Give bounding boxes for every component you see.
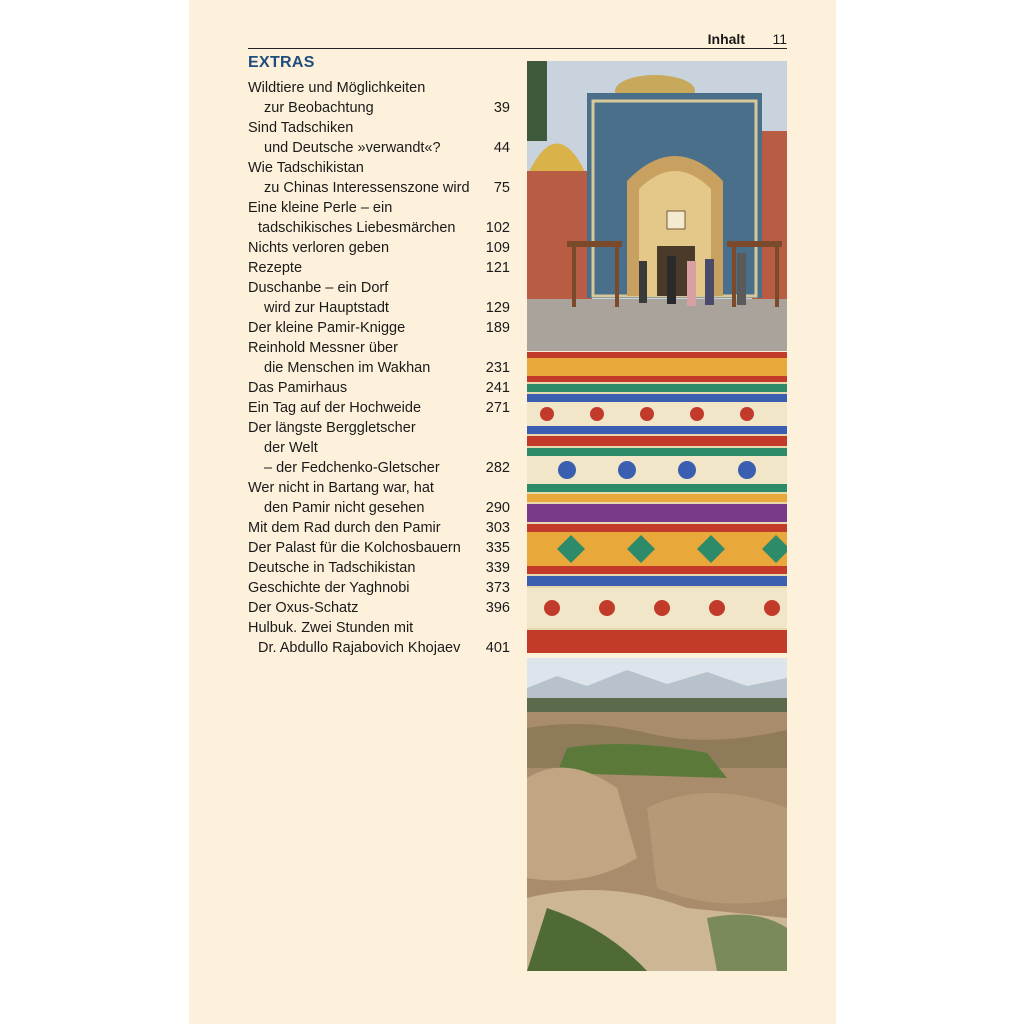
toc-entry (248, 278, 510, 298)
toc-entry (248, 558, 510, 578)
toc-entry-text: Wildtiere und Möglichkeiten (248, 80, 426, 96)
toc-entry (248, 398, 510, 418)
ruins-photo (527, 658, 787, 971)
toc-entry-continuation (248, 358, 510, 378)
toc-entry-continuation (248, 98, 510, 118)
toc-entry-continuation (248, 138, 510, 158)
ornament-illustration (527, 352, 787, 653)
toc-entry-continuation (248, 638, 510, 658)
page-number: 11 (772, 31, 787, 47)
toc-page-number: 271 (485, 400, 510, 416)
toc-page-number: 339 (485, 560, 510, 576)
toc-entry-text: Hulbuk. Zwei Stunden mit (248, 620, 414, 636)
toc-entry (248, 158, 510, 178)
toc-entry-text: zu Chinas Interessenszone wird (264, 180, 470, 196)
toc-page-number: 231 (485, 360, 510, 376)
toc-entry-text: Eine kleine Perle – ein (248, 200, 393, 216)
toc-entry-text: Das Pamirhaus (248, 380, 348, 396)
toc-page-number: 303 (485, 520, 510, 536)
toc-entry-text: die Menschen im Wakhan (264, 360, 431, 376)
section-title: Inhalt (707, 31, 745, 47)
mausoleum-photo (527, 61, 787, 351)
toc-entry-text: Deutsche in Tadschikistan (248, 560, 416, 576)
toc-entry (248, 478, 510, 498)
toc-entry-text: Geschichte der Yaghnobi (248, 580, 410, 596)
toc-entry (248, 598, 510, 618)
toc-entry (248, 338, 510, 358)
toc-entry-continuation (248, 458, 510, 478)
toc-entry-continuation (248, 298, 510, 318)
toc-page-number: 335 (485, 540, 510, 556)
toc-entry-text: Sind Tadschiken (248, 120, 354, 136)
toc-entry-text: Wer nicht in Bartang war, hat (248, 480, 434, 496)
toc-entry-continuation (248, 498, 510, 518)
toc-entry-text: Reinhold Messner über (248, 340, 398, 356)
toc-entry (248, 238, 510, 258)
toc-entry (248, 578, 510, 598)
toc-entry (248, 198, 510, 218)
toc-entry-text: Duschanbe – ein Dorf (248, 280, 389, 296)
toc-entry-text: zur Beobachtung (264, 100, 374, 116)
toc-entry-continuation (248, 218, 510, 238)
mausoleum-illustration (527, 61, 787, 351)
toc-page-number: 373 (485, 580, 510, 596)
toc-entry-text: tadschikisches Liebesmärchen (258, 220, 456, 236)
toc-page-number: 129 (485, 300, 510, 316)
toc-page-number: 75 (493, 180, 510, 196)
toc-entry-text: Der Palast für die Kolchosbauern (248, 540, 461, 556)
toc-entry-text: Der Oxus-Schatz (248, 600, 359, 616)
toc-entry (248, 418, 510, 438)
toc-page-number: 396 (485, 600, 510, 616)
toc-page-number: 282 (485, 460, 510, 476)
toc-page-number: 121 (485, 260, 510, 276)
toc-entry-text: der Welt (264, 440, 318, 456)
ruins-illustration (527, 658, 787, 971)
toc-entry-text: Rezepte (248, 260, 303, 276)
toc-entry-text: Ein Tag auf der Hochweide (248, 400, 422, 416)
toc-page-number: 241 (485, 380, 510, 396)
toc-entry-text: und Deutsche »verwandt«? (264, 140, 441, 156)
toc-entry-continuation (248, 438, 510, 458)
toc-page-number: 39 (493, 100, 510, 116)
toc-entry (248, 378, 510, 398)
extras-heading: EXTRAS (248, 54, 315, 71)
toc-entry-text: Nichts verloren geben (248, 240, 390, 256)
ornament-photo (527, 352, 787, 653)
toc-entry-text: wird zur Hauptstadt (264, 300, 389, 316)
toc-entry (248, 318, 510, 338)
toc-entry-text: – der Fedchenko-Gletscher (264, 460, 440, 476)
toc-entry (248, 118, 510, 138)
toc-page-number: 189 (485, 320, 510, 336)
running-header (248, 30, 787, 49)
toc-page-number: 102 (485, 220, 510, 236)
toc-entry-text: Der kleine Pamir-Knigge (248, 320, 406, 336)
toc-page-number: 290 (485, 500, 510, 516)
toc-entry (248, 258, 510, 278)
toc-entry-continuation (248, 178, 510, 198)
toc-entry (248, 78, 510, 98)
toc-entry (248, 618, 510, 638)
toc-entry-text: Der längste Berggletscher (248, 420, 416, 436)
toc-page-number: 401 (485, 640, 510, 656)
toc-list (248, 78, 510, 658)
toc-entry-text: Dr. Abdullo Rajabovich Khojaev (258, 640, 461, 656)
toc-entry-text: Wie Tadschikistan (248, 160, 364, 176)
toc-entry (248, 538, 510, 558)
toc-entry (248, 518, 510, 538)
toc-entry-text: den Pamir nicht gesehen (264, 500, 425, 516)
toc-page-number: 109 (485, 240, 510, 256)
toc-entry-text: Mit dem Rad durch den Pamir (248, 520, 441, 536)
toc-page-number: 44 (493, 140, 510, 156)
